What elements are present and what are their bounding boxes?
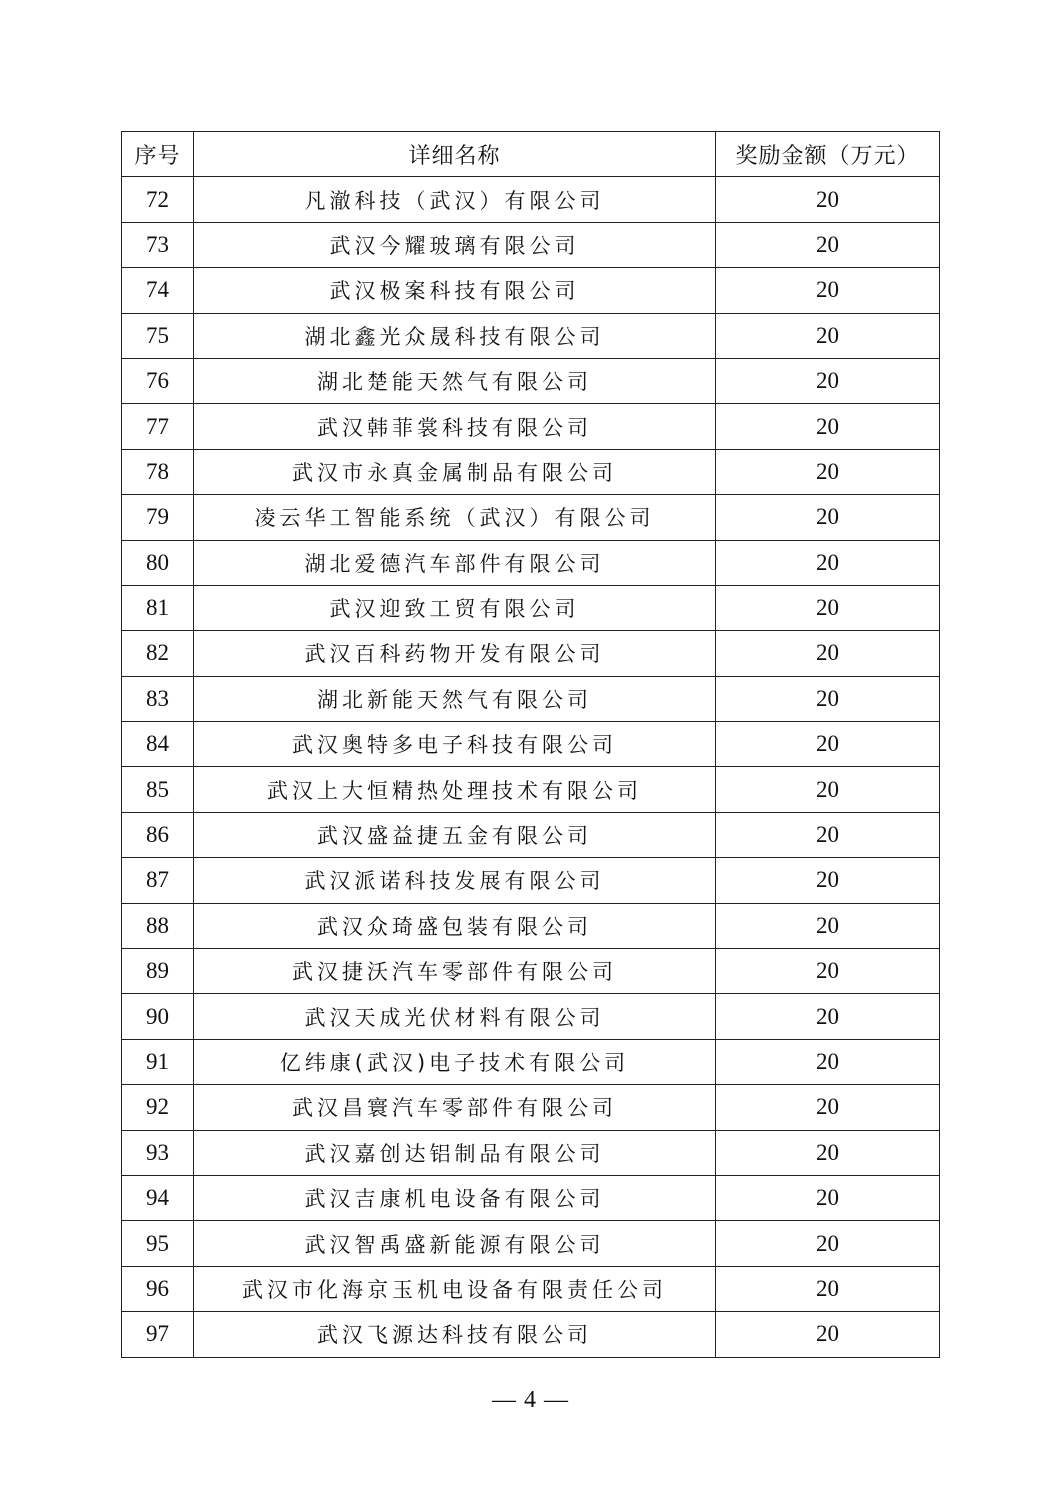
award-amount: 20 [716,1221,940,1266]
company-name: 亿纬康(武汉)电子技术有限公司 [194,1039,716,1084]
company-name: 湖北鑫光众晟科技有限公司 [194,313,716,358]
table-row [122,313,940,358]
company-name: 凌云华工智能系统（武汉）有限公司 [194,495,716,540]
row-number: 81 [122,585,194,630]
table-row [122,585,940,630]
company-name: 武汉派诺科技发展有限公司 [194,858,716,903]
table-row [122,495,940,540]
award-amount: 20 [716,495,940,540]
table-row [122,1085,940,1130]
row-number: 87 [122,858,194,903]
row-number: 80 [122,540,194,585]
company-name: 武汉市化海京玉机电设备有限责任公司 [194,1266,716,1311]
table-row [122,1130,940,1175]
table-row [122,1039,940,1084]
company-name: 武汉奥特多电子科技有限公司 [194,722,716,767]
company-name: 武汉飞源达科技有限公司 [194,1312,716,1357]
company-name: 武汉韩菲裳科技有限公司 [194,404,716,449]
award-amount: 20 [716,404,940,449]
row-number: 85 [122,767,194,812]
company-name: 武汉盛益捷五金有限公司 [194,812,716,857]
table-body [122,177,940,1357]
row-number: 95 [122,1221,194,1266]
award-amount: 20 [716,949,940,994]
award-amount: 20 [716,722,940,767]
award-amount: 20 [716,268,940,313]
row-number: 79 [122,495,194,540]
row-number: 77 [122,404,194,449]
row-number: 93 [122,1130,194,1175]
award-amount: 20 [716,1039,940,1084]
table-row [122,1312,940,1357]
header-company-name: 详细名称 [194,132,716,177]
table-row [122,676,940,721]
table-row [122,1175,940,1220]
award-amount: 20 [716,812,940,857]
table-row [122,1221,940,1266]
award-amount: 20 [716,676,940,721]
header-serial-number: 序号 [122,132,194,177]
table-row [122,722,940,767]
award-amount: 20 [716,222,940,267]
table-row [122,449,940,494]
row-number: 72 [122,177,194,222]
table-row [122,631,940,676]
company-name: 武汉今耀玻璃有限公司 [194,222,716,267]
company-name: 湖北爱德汽车部件有限公司 [194,540,716,585]
page-number: — 4 — [492,1387,569,1413]
row-number: 88 [122,903,194,948]
table-row [122,1266,940,1311]
row-number: 94 [122,1175,194,1220]
table-row [122,404,940,449]
row-number: 97 [122,1312,194,1357]
table-row [122,949,940,994]
row-number: 96 [122,1266,194,1311]
award-amount: 20 [716,1175,940,1220]
award-amount: 20 [716,313,940,358]
award-amount: 20 [716,631,940,676]
award-amount: 20 [716,1312,940,1357]
company-name: 武汉天成光伏材料有限公司 [194,994,716,1039]
award-amount: 20 [716,1266,940,1311]
row-number: 92 [122,1085,194,1130]
company-name: 武汉众琦盛包装有限公司 [194,903,716,948]
company-name: 武汉智禹盛新能源有限公司 [194,1221,716,1266]
table-row [122,812,940,857]
award-amount: 20 [716,449,940,494]
company-name: 武汉吉康机电设备有限公司 [194,1175,716,1220]
row-number: 75 [122,313,194,358]
award-amount: 20 [716,994,940,1039]
company-name: 武汉昌寰汽车零部件有限公司 [194,1085,716,1130]
award-amount: 20 [716,903,940,948]
header-award-amount: 奖励金额（万元） [716,132,940,177]
table-row [122,540,940,585]
company-name: 武汉百科药物开发有限公司 [194,631,716,676]
award-amount: 20 [716,767,940,812]
company-name: 湖北新能天然气有限公司 [194,676,716,721]
row-number: 91 [122,1039,194,1084]
row-number: 86 [122,812,194,857]
table-row [122,994,940,1039]
table-row [122,268,940,313]
company-name: 武汉上大恒精热处理技术有限公司 [194,767,716,812]
table-row [122,858,940,903]
company-name: 湖北楚能天然气有限公司 [194,358,716,403]
award-amount: 20 [716,177,940,222]
row-number: 78 [122,449,194,494]
company-name: 武汉捷沃汽车零部件有限公司 [194,949,716,994]
row-number: 90 [122,994,194,1039]
award-amount: 20 [716,858,940,903]
row-number: 74 [122,268,194,313]
award-list-table [121,131,940,1358]
award-amount: 20 [716,358,940,403]
table-header-row [122,132,940,177]
table-row [122,358,940,403]
row-number: 84 [122,722,194,767]
award-amount: 20 [716,540,940,585]
company-name: 武汉极案科技有限公司 [194,268,716,313]
company-name: 武汉迎致工贸有限公司 [194,585,716,630]
company-name: 武汉市永真金属制品有限公司 [194,449,716,494]
award-amount: 20 [716,585,940,630]
table-row [122,903,940,948]
row-number: 76 [122,358,194,403]
company-name: 凡澈科技（武汉）有限公司 [194,177,716,222]
award-amount: 20 [716,1130,940,1175]
table-row [122,222,940,267]
row-number: 89 [122,949,194,994]
award-amount: 20 [716,1085,940,1130]
row-number: 73 [122,222,194,267]
table-row [122,177,940,222]
table-row [122,767,940,812]
company-name: 武汉嘉创达铝制品有限公司 [194,1130,716,1175]
row-number: 82 [122,631,194,676]
row-number: 83 [122,676,194,721]
